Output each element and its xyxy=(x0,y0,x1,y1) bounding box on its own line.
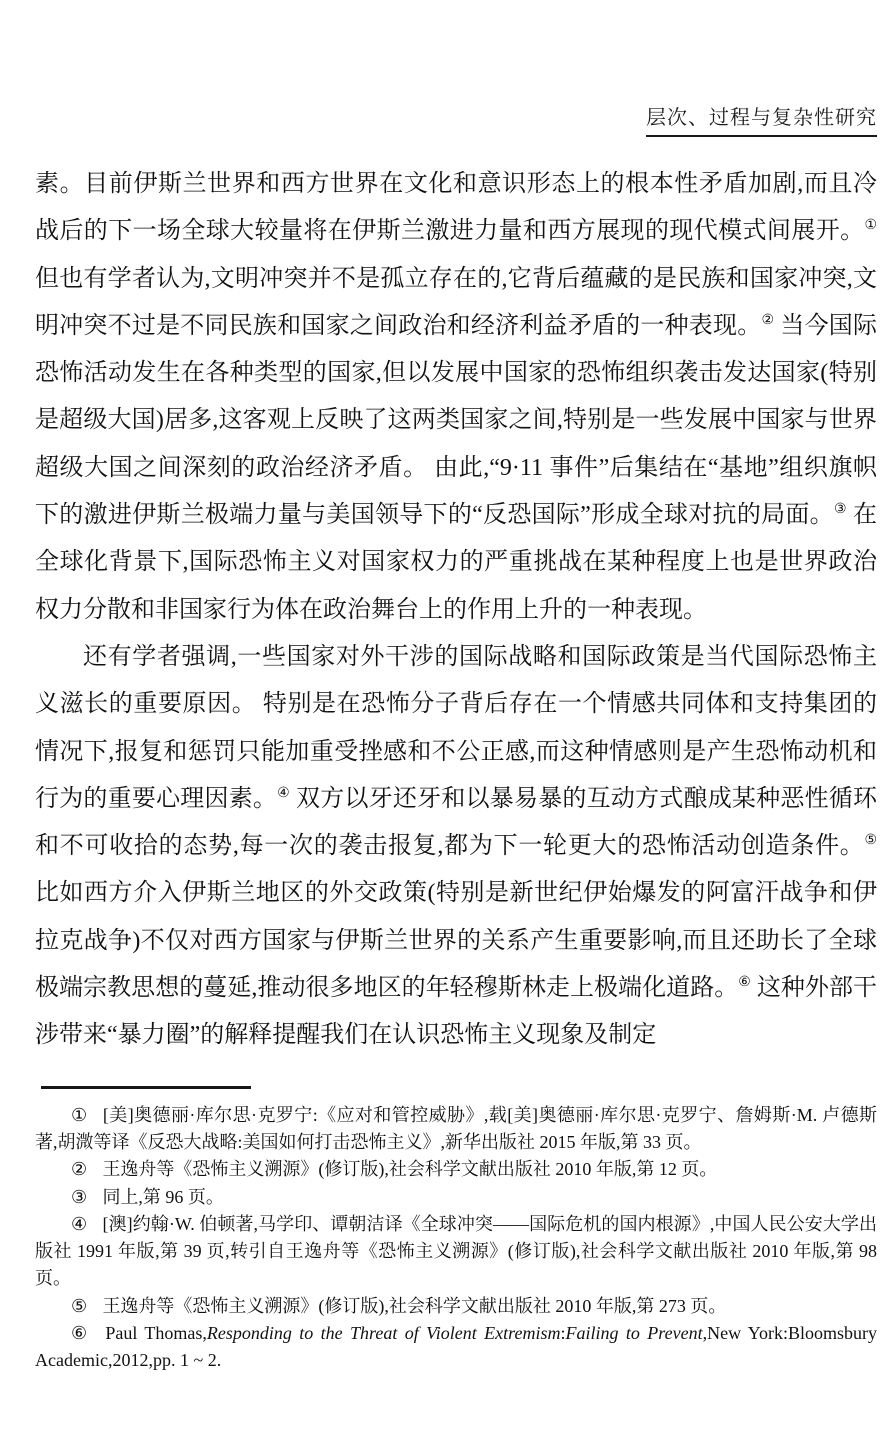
footnote-ref-6: ⑥ xyxy=(738,975,751,991)
footnote-ref-3: ③ xyxy=(833,502,847,518)
footnote-ref-4: ④ xyxy=(277,785,290,801)
footnotes-section xyxy=(35,1086,877,1375)
footnote-text: [澳]约翰·W. 伯顿著,马学印、谭朝洁译《全球冲突——国际危机的国内根源》,中国人民公安大学出版社 1991 年版,第 39 页,转引自王逸舟等《恐怖主义溯源》(修订版),社会科学文献出版社 2010 年版,第 98 页。 xyxy=(35,1213,877,1289)
paragraph-2 xyxy=(35,634,877,1060)
footnote-5 xyxy=(35,1293,877,1320)
footnote-book-subtitle: Failing to Prevent xyxy=(565,1323,703,1344)
footnote-text: Paul Thomas, xyxy=(105,1323,207,1344)
text-run: 还有学者强调,一些国家对外干涉的国际战略和国际政策是当代国际恐怖主义滋长的重要原因。 特别是在恐怖分子背后存在一个情感共同体和支持集团的情况下,报复和惩罚只能加重受挫感和不公正感,而这种情感则是产生恐怖动机和行为的重要心理因素。 xyxy=(35,643,877,812)
footnote-ref-2: ② xyxy=(761,312,775,328)
footnote-text: 王逸舟等《恐怖主义溯源》(修订版),社会科学文献出版社 2010 年版,第 12 页。 xyxy=(102,1159,718,1180)
footnote-3 xyxy=(35,1184,877,1211)
paragraph-continuation xyxy=(35,161,877,634)
text-run: 但也有学者认为,文明冲突并不是孤立存在的,它背后蕴藏的是民族和国家冲突,文明冲突不过是不同民族和国家之间政治和经济利益矛盾的一种表现。 xyxy=(35,265,877,339)
main-text xyxy=(35,161,877,1060)
text-run: 当今国际恐怖活动发生在各种类型的国家,但以发展中国家的恐怖组织袭击发达国家(特别是超级大国)居多,这客观上反映了这两类国家之间,特别是一些发展中国家与世界超级大国之间深刻的政治经济矛盾。 由此,“9·11 事件”后集结在“基地”组织旗帜下的激进伊斯兰极端力量与美国领导下的“反恐国际”形成全球对抗的局面。 xyxy=(35,312,878,529)
footnote-separator xyxy=(41,1086,251,1089)
footnote-marker: ① xyxy=(71,1104,88,1125)
footnote-text: ,New York:Bloomsbury Academic,2012,pp. 1 ~ 2. xyxy=(35,1323,877,1371)
footnote-1 xyxy=(35,1102,877,1157)
text-run: 双方以牙还牙和以暴易暴的互动方式酿成某种恶性循环和不可收拾的态势,每一次的袭击报复,都为下一轮更大的恐怖活动创造条件。 xyxy=(35,785,878,860)
footnote-marker: ⑥ xyxy=(71,1323,91,1344)
text-run: 这种外部干涉带来“暴力圈”的解释提醒我们在认识恐怖主义现象及制定 xyxy=(35,975,878,1049)
text-run: 在全球化背景下,国际恐怖主义对国家权力的严重挑战在某种程度上也是世界政治权力分散和非国家行为体在政治舞台上的作用上升的一种表现。 xyxy=(35,502,878,623)
footnote-2 xyxy=(35,1156,877,1183)
running-head-title: 层次、过程与复杂性研究 xyxy=(646,106,877,137)
footnote-ref-5: ⑤ xyxy=(864,833,877,849)
footnote-ref-1: ① xyxy=(864,218,877,234)
footnote-text: [美]奥德丽·库尔思·克罗宁:《应对和管控威胁》,载[美]奥德丽·库尔思·克罗宁、詹姆斯·M. 卢德斯著,胡溦等译《反恐大战略:美国如何打击恐怖主义》,新华出版社 2015 年版,第 33 页。 xyxy=(35,1104,877,1152)
footnote-text: 同上,第 96 页。 xyxy=(102,1186,224,1207)
footnote-marker: ④ xyxy=(71,1213,88,1234)
footnote-text: : xyxy=(560,1323,566,1344)
footnote-book-title: Responding to the Threat of Violent Extremism xyxy=(206,1323,561,1344)
footnote-marker: ② xyxy=(71,1159,88,1180)
footnote-text: 王逸舟等《恐怖主义溯源》(修订版),社会科学文献出版社 2010 年版,第 273 页。 xyxy=(102,1295,727,1316)
running-head xyxy=(35,0,877,137)
text-run: 比如西方介入伊斯兰地区的外交政策(特别是新世纪伊始爆发的阿富汗战争和伊拉克战争)不仅对西方国家与伊斯兰世界的关系产生重要影响,而且还助长了全球极端宗教思想的蔓延,推动很多地区的年轻穆斯林走上极端化道路。 xyxy=(35,880,877,1002)
footnote-marker: ③ xyxy=(71,1186,88,1207)
text-run: 素。目前伊斯兰世界和西方世界在文化和意识形态上的根本性矛盾加剧,而且冷战后的下一场全球大较量将在伊斯兰激进力量和西方展现的现代模式间展开。 xyxy=(35,171,877,245)
footnote-marker: ⑤ xyxy=(71,1295,88,1316)
footnote-6 xyxy=(35,1320,877,1375)
footnote-4 xyxy=(35,1211,877,1293)
